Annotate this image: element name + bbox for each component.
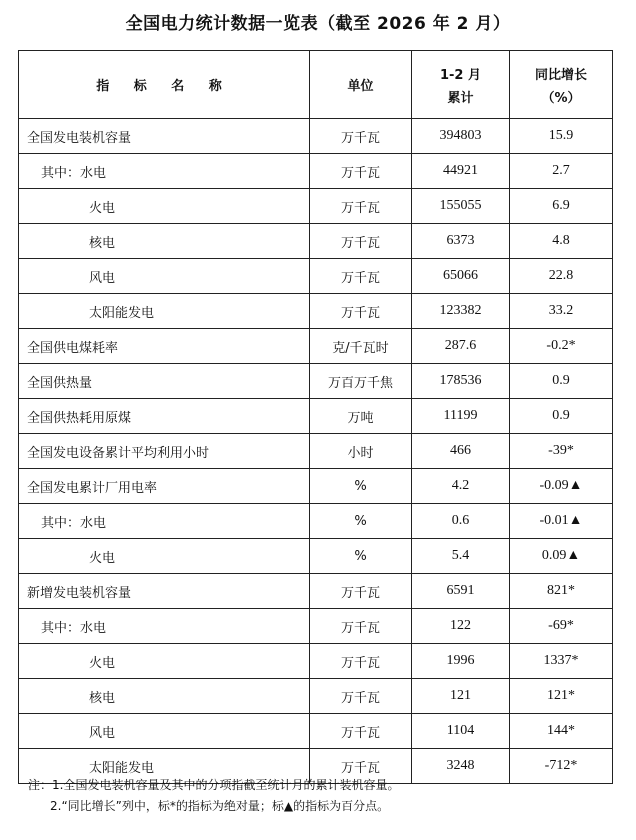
table-row xyxy=(19,714,613,749)
statistics-table xyxy=(18,50,613,784)
unit-cell: 万千瓦 xyxy=(310,574,412,609)
indicator-name: 全国发电累计厂用电率 xyxy=(19,469,310,504)
table-row xyxy=(19,539,613,574)
unit-cell: 万千瓦 xyxy=(310,189,412,224)
indicator-name: 核电 xyxy=(19,224,310,259)
unit-cell: 万千瓦 xyxy=(310,644,412,679)
table-row xyxy=(19,364,613,399)
yoy-value: 0.09▲ xyxy=(510,539,613,574)
indicator-name: 其中：水电 xyxy=(19,504,310,539)
indicator-name: 太阳能发电 xyxy=(19,749,310,784)
cumulative-value: 122 xyxy=(412,609,510,644)
unit-cell: 万千瓦 xyxy=(310,119,412,154)
unit-cell: 万千瓦 xyxy=(310,154,412,189)
cumulative-value: 178536 xyxy=(412,364,510,399)
yoy-value: -0.09▲ xyxy=(510,469,613,504)
unit-cell: 万千瓦 xyxy=(310,609,412,644)
table-row xyxy=(19,574,613,609)
table-row xyxy=(19,154,613,189)
page-title: 全国电力统计数据一览表（截至 2026 年 2 月） xyxy=(125,14,511,34)
indicator-name: 火电 xyxy=(19,539,310,574)
yoy-value: 15.9 xyxy=(510,119,613,154)
table-row xyxy=(19,644,613,679)
unit-cell: % xyxy=(310,469,412,504)
table-row xyxy=(19,609,613,644)
cumulative-value: 65066 xyxy=(412,259,510,294)
cumulative-value: 123382 xyxy=(412,294,510,329)
indicator-name: 火电 xyxy=(19,644,310,679)
unit-cell: 万千瓦 xyxy=(310,294,412,329)
cumulative-value: 1104 xyxy=(412,714,510,749)
cumulative-value: 394803 xyxy=(412,119,510,154)
header-yoy-growth: 同比增长 （%） xyxy=(510,51,613,119)
cumulative-value: 3248 xyxy=(412,749,510,784)
indicator-name: 新增发电装机容量 xyxy=(19,574,310,609)
yoy-value: 0.9 xyxy=(510,399,613,434)
indicator-name: 风电 xyxy=(19,714,310,749)
indicator-name: 太阳能发电 xyxy=(19,294,310,329)
table-row xyxy=(19,294,613,329)
cumulative-value: 121 xyxy=(412,679,510,714)
yoy-value: 22.8 xyxy=(510,259,613,294)
indicator-name: 全国发电设备累计平均利用小时 xyxy=(19,434,310,469)
yoy-value: -712* xyxy=(510,749,613,784)
yoy-value: 144* xyxy=(510,714,613,749)
yoy-value: 821* xyxy=(510,574,613,609)
cumulative-value: 4.2 xyxy=(412,469,510,504)
indicator-name: 全国供热耗用原煤 xyxy=(19,399,310,434)
yoy-value: -0.01▲ xyxy=(510,504,613,539)
yoy-value: -0.2* xyxy=(510,329,613,364)
table-row xyxy=(19,189,613,224)
cumulative-value: 11199 xyxy=(412,399,510,434)
cumulative-value: 155055 xyxy=(412,189,510,224)
yoy-value: 6.9 xyxy=(510,189,613,224)
indicator-name: 全国供热量 xyxy=(19,364,310,399)
table-header-row xyxy=(19,51,613,119)
table-row xyxy=(19,329,613,364)
footnotes xyxy=(28,775,399,817)
table-row xyxy=(19,434,613,469)
table-row xyxy=(19,679,613,714)
unit-cell: 万吨 xyxy=(310,399,412,434)
unit-cell: 小时 xyxy=(310,434,412,469)
table-row xyxy=(19,119,613,154)
yoy-value: 4.8 xyxy=(510,224,613,259)
unit-cell: 万千瓦 xyxy=(310,714,412,749)
yoy-value: 2.7 xyxy=(510,154,613,189)
indicator-name: 全国发电装机容量 xyxy=(19,119,310,154)
indicator-name: 核电 xyxy=(19,679,310,714)
yoy-value: 33.2 xyxy=(510,294,613,329)
table-row xyxy=(19,504,613,539)
unit-cell: 克/千瓦时 xyxy=(310,329,412,364)
indicator-name: 风电 xyxy=(19,259,310,294)
footnote-1: 注：1.全国发电装机容量及其中的分项指截至统计月的累计装机容量。 xyxy=(28,778,400,792)
cumulative-value: 0.6 xyxy=(412,504,510,539)
unit-cell: % xyxy=(310,504,412,539)
header-unit: 单位 xyxy=(310,51,412,119)
cumulative-value: 44921 xyxy=(412,154,510,189)
unit-cell: % xyxy=(310,539,412,574)
yoy-value: -39* xyxy=(510,434,613,469)
yoy-value: 0.9 xyxy=(510,364,613,399)
yoy-value: -69* xyxy=(510,609,613,644)
table-row xyxy=(19,259,613,294)
cumulative-value: 466 xyxy=(412,434,510,469)
table-row xyxy=(19,469,613,504)
cumulative-value: 1996 xyxy=(412,644,510,679)
table-row xyxy=(19,224,613,259)
yoy-value: 121* xyxy=(510,679,613,714)
cumulative-value: 287.6 xyxy=(412,329,510,364)
cumulative-value: 6591 xyxy=(412,574,510,609)
unit-cell: 万百万千焦 xyxy=(310,364,412,399)
unit-cell: 万千瓦 xyxy=(310,749,412,784)
unit-cell: 万千瓦 xyxy=(310,679,412,714)
header-cumulative: 1-2 月 累计 xyxy=(412,51,510,119)
table-row xyxy=(19,399,613,434)
unit-cell: 万千瓦 xyxy=(310,259,412,294)
header-indicator-name: 指 标 名 称 xyxy=(19,51,310,119)
cumulative-value: 6373 xyxy=(412,224,510,259)
indicator-name: 其中：水电 xyxy=(19,154,310,189)
cumulative-value: 5.4 xyxy=(412,539,510,574)
indicator-name: 其中：水电 xyxy=(19,609,310,644)
indicator-name: 火电 xyxy=(19,189,310,224)
yoy-value: 1337* xyxy=(510,644,613,679)
footnote-2: 2.“同比增长”列中，标*的指标为绝对量；标▲的指标为百分点。 xyxy=(50,799,390,813)
unit-cell: 万千瓦 xyxy=(310,224,412,259)
indicator-name: 全国供电煤耗率 xyxy=(19,329,310,364)
